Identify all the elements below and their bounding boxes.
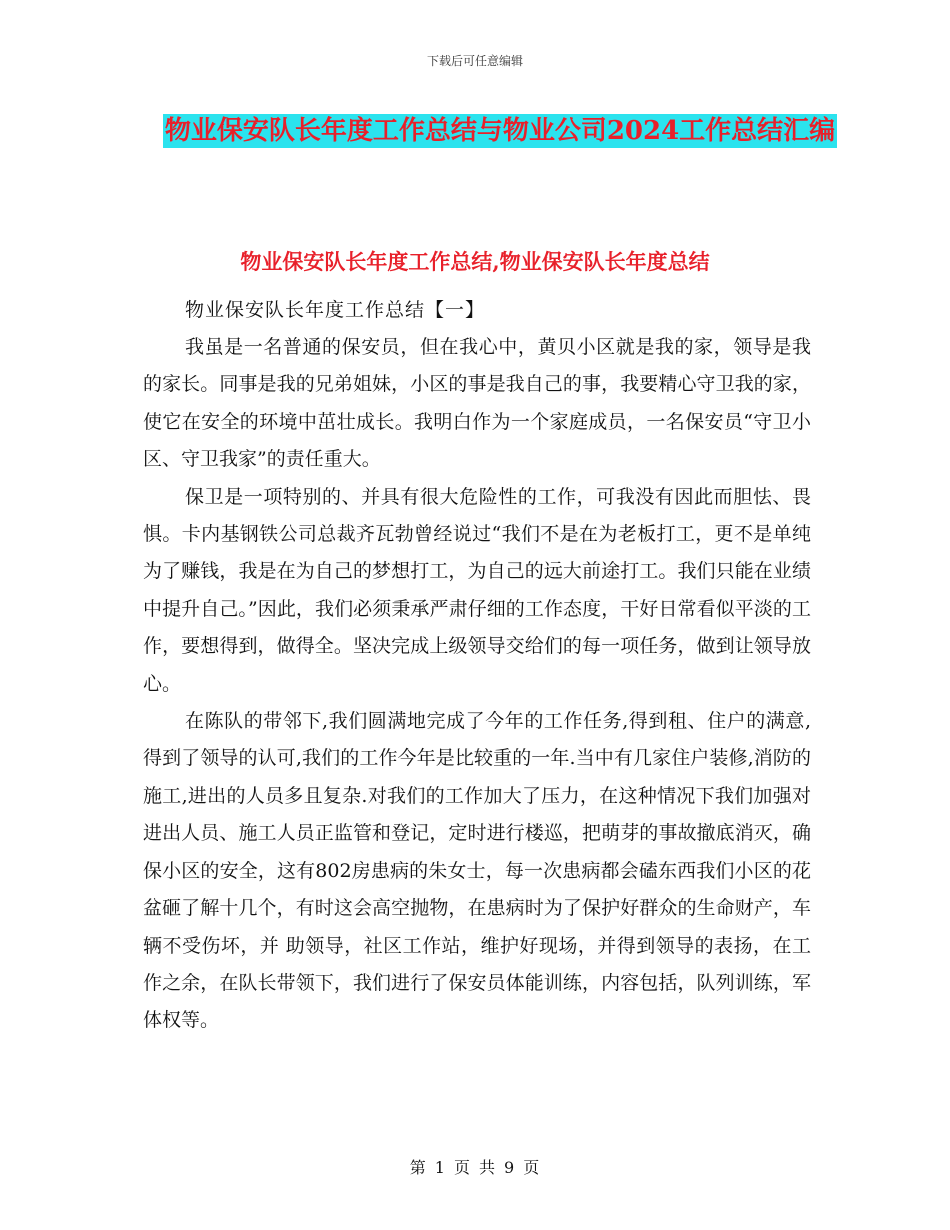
document-body — [143, 292, 811, 1040]
section-title: 物业保安队长年度工作总结,物业保安队长年度总结 — [240, 249, 710, 274]
footer-prefix: 第 — [409, 1158, 427, 1177]
footer-page-word: 页 — [453, 1158, 471, 1177]
footer-current-page: 1 — [434, 1158, 446, 1177]
footer-total-word: 共 — [479, 1158, 497, 1177]
paragraph-3: 在陈队的带邻下,我们圆满地完成了今年的工作任务,得到租、住户的满意,得到了领导的认可,我们的工作今年是比较重的一年.当中有几家住户装修,消防的施工,进出的人员多且复杂.对我们的工作加大了压力，在这种情况下我们加强对进出人员、施工人员正监管和登记，定时进行楼巡，把萌芽的事故撤底消灭，确保小区的安全，这有802房患病的朱女士，每一次患病都会磕东西我们小区的花盆砸了解十几个，有时这会高空抛物，在患病时为了保护好群众的生命财产，车辆不受伤坏，并 助领导，社区工作站，维护好现场，并得到领导的表扬，在工作之余，在队长带领下，我们进行了保安员体能训练，内容包括，队列训练，军体权等。 — [143, 710, 811, 1032]
footer-suffix: 页 — [523, 1158, 541, 1177]
subheading: 物业保安队长年度工作总结【一】 — [185, 299, 486, 321]
paragraph-1: 我虽是一名普通的保安员，但在我心中，黄贝小区就是我的家，领导是我的家长。同事是我的兄弟姐妹，小区的事是我自己的事，我要精心守卫我的家，使它在安全的环境中茁壮成长。我明白作为一个家庭成员，一名保安员“守卫小区、守卫我家”的责任重大。 — [143, 336, 811, 471]
document-title-text: 物业保安队长年度工作总结与物业公司2024工作总结汇编 — [164, 116, 836, 146]
paragraph-2: 保卫是一项特别的、并具有很大危险性的工作，可我没有因此而胆怯、畏惧。卡内基钢铁公司总裁齐瓦勃曾经说过“我们不是在为老板打工，更不是单纯为了赚钱，我是在为自己的梦想打工，为自己的远大前途打工。我们只能在业绩中提升自己。”因此，我们必须秉承严肃仔细的工作态度，干好日常看似平淡的工作，要想得到，做得全。坚决完成上级领导交给们的每一项任务，做到让领导放心。 — [143, 485, 811, 695]
page-header-note: 下载后可任意编辑 — [426, 54, 523, 68]
document-title — [140, 108, 860, 154]
footer-total-pages: 9 — [504, 1158, 516, 1177]
page-footer — [0, 1155, 950, 1178]
